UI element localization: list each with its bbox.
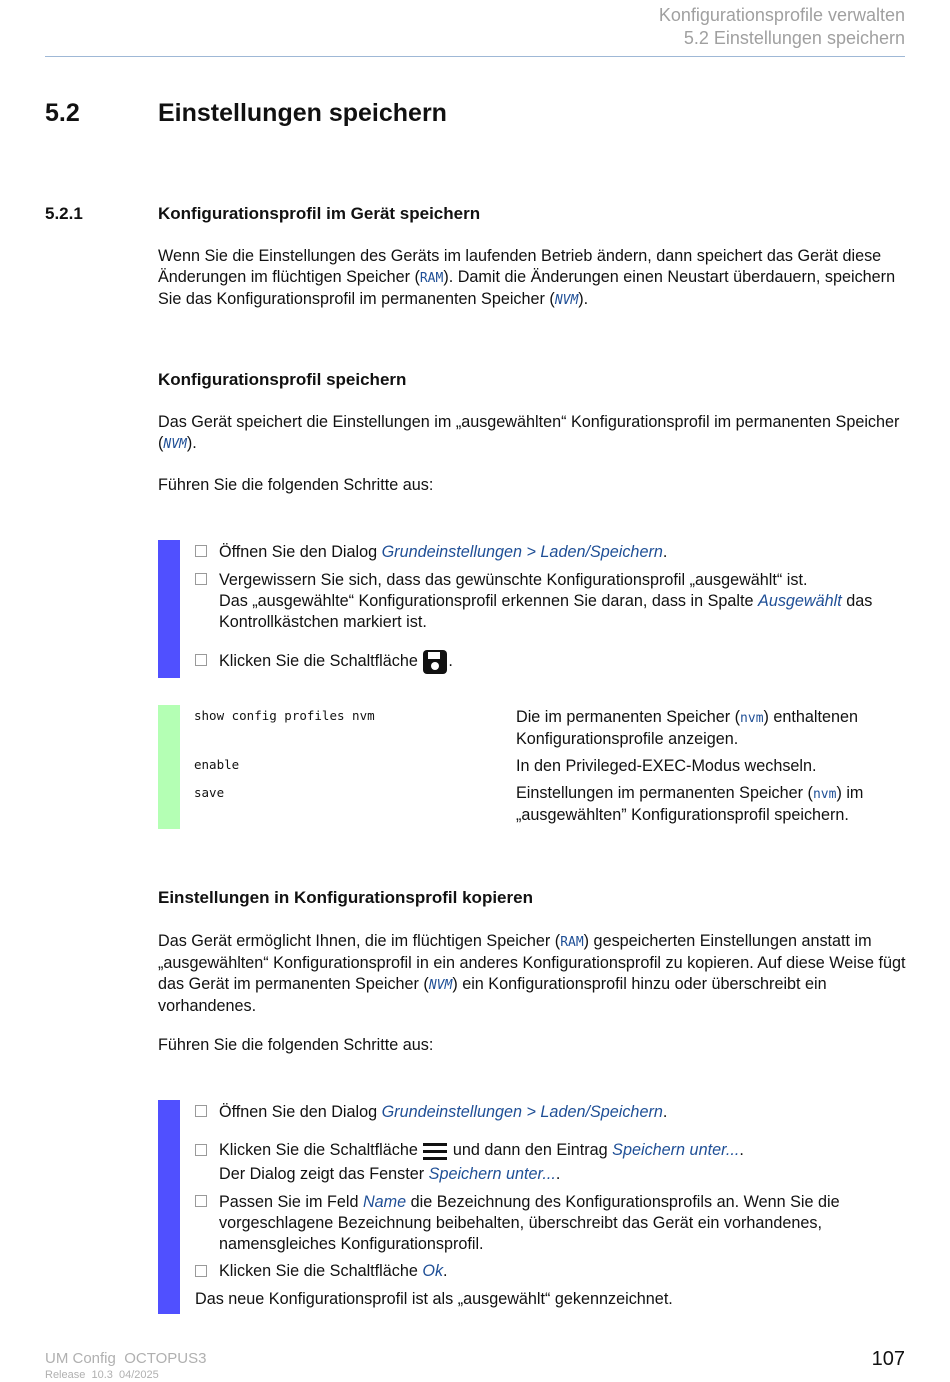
save-as-window-link[interactable]: Speichern unter... [428,1165,556,1183]
step-block-marker [158,540,180,678]
step-adjust-name: Passen Sie im Feld Name die Bezeichnung des Konfigurationsprofils an. Wenn Sie die vorgeschlagene Bezeichnung beibehalten, überschreibt das Gerät ein vorhandenes, namensgleiches Konfigurationsprofil. [219,1193,840,1253]
footer-document: UM Config OCTOPUS3 [45,1350,207,1367]
intro-paragraph: Wenn Sie die Einstellungen des Geräts im laufenden Betrieb ändern, dann speichert das Gerät diese Änderungen im flüchtigen Speicher (RAM). Damit die Änderungen einen Neustart überdauern, speichern Sie das Konfigurationsprofil im permanenten Speicher (NVM). [158,247,896,308]
section-title: Einstellungen speichern [158,99,447,127]
hamburger-menu-icon[interactable] [422,1141,448,1161]
ok-button-link[interactable]: Ok [422,1262,444,1280]
step-checkbox [195,654,207,666]
running-header-section: 5.2 Einstellungen speichern [683,28,905,48]
header-divider [45,56,905,57]
step-checkbox [195,545,207,557]
running-header-chapter: Konfigurationsprofile verwalten [658,5,905,25]
cli-command: enable [194,757,240,772]
save-profile-heading: Konfigurationsprofil speichern [158,370,407,389]
page-number: 107 [871,1348,905,1370]
step-checkbox [195,1265,207,1277]
save-profile-paragraph: Das Gerät speichert die Einstellungen im „ausgewählten“ Konfigurationsprofil im permanenten Speicher (NVM). [158,413,900,452]
cli-command: save [194,785,225,800]
step-click-ok: Klicken Sie die Schaltfläche Ok. [219,1262,448,1280]
copy-profile-heading: Einstellungen in Konfigurationsprofil kopieren [158,888,533,907]
step-result: Das neue Konfigurationsprofil ist als „ausgewählt“ gekennzeichnet. [195,1290,673,1308]
cli-description: In den Privileged-EXEC-Modus wechseln. [516,757,817,775]
ram-code: RAM [419,271,444,286]
step-block-marker [158,1100,180,1314]
name-field-link[interactable]: Name [362,1193,407,1211]
nvm-code: NVM [554,293,579,308]
cli-description: Die im permanenten Speicher (nvm) enthaltenen Konfigurationsprofile anzeigen. [516,708,859,748]
floppy-disk-icon[interactable] [422,649,448,675]
dialog-path-link[interactable]: Grundeinstellungen > Laden/Speichern [381,1103,663,1121]
subsection-title: Konfigurationsprofil im Gerät speichern [158,204,481,223]
cli-description: Einstellungen im permanenten Speicher (nvm) im „ausgewählten” Konfigurationsprofil speichern. [516,784,864,824]
nvm-code: NVM [428,978,453,993]
step-open-dialog: Öffnen Sie den Dialog Grundeinstellungen > Laden/Speichern. [219,543,668,561]
step-checkbox [195,1105,207,1117]
step-checkbox [195,1195,207,1207]
cli-block-marker [158,705,180,829]
step-save-as: Klicken Sie die Schaltfläche und dann den Eintrag Speichern unter.... Der Dialog zeigt das Fenster Speichern unter.... [219,1141,744,1183]
steps-intro: Führen Sie die folgenden Schritte aus: [158,1036,434,1054]
nvm-code: NVM [163,437,187,452]
copy-profile-paragraph: Das Gerät ermöglicht Ihnen, die im flüchtigen Speicher (RAM) gespeicherten Einstellungen anstatt im „ausgewählten“ Konfigurationsprofil in ein anderes Konfigurationsprofil zu kopieren. Auf diese Weise fügt das Gerät im permanenten Speicher (NVM) ein Konfigurationsprofil hinzu oder überschreibt ein vorhandenes. [158,932,906,1015]
footer-release: Release 10.3 04/2025 [45,1369,159,1381]
column-selected-link[interactable]: Ausgewählt [758,592,842,610]
section-number: 5.2 [45,99,80,127]
save-as-link[interactable]: Speichern unter... [612,1141,740,1159]
ram-code: RAM [560,935,584,950]
step-click-save: Klicken Sie die Schaltfläche . [219,648,909,675]
steps-intro: Führen Sie die folgenden Schritte aus: [158,476,434,494]
step-checkbox [195,1144,207,1156]
subsection-number: 5.2.1 [45,204,83,223]
cli-command: show config profiles nvm [194,708,375,723]
dialog-path-link[interactable]: Grundeinstellungen > Laden/Speichern [381,543,663,561]
step-verify-selection: Vergewissern Sie sich, dass das gewünschte Konfigurationsprofil „ausgewählt“ ist. Das „ausgewählte“ Konfigurationsprofil erkennen Sie daran, dass in Spalte Ausgewählt das Kontrollkästchen markiert ist. [219,571,873,631]
step-checkbox [195,573,207,585]
step-open-dialog: Öffnen Sie den Dialog Grundeinstellungen > Laden/Speichern. [219,1103,668,1121]
